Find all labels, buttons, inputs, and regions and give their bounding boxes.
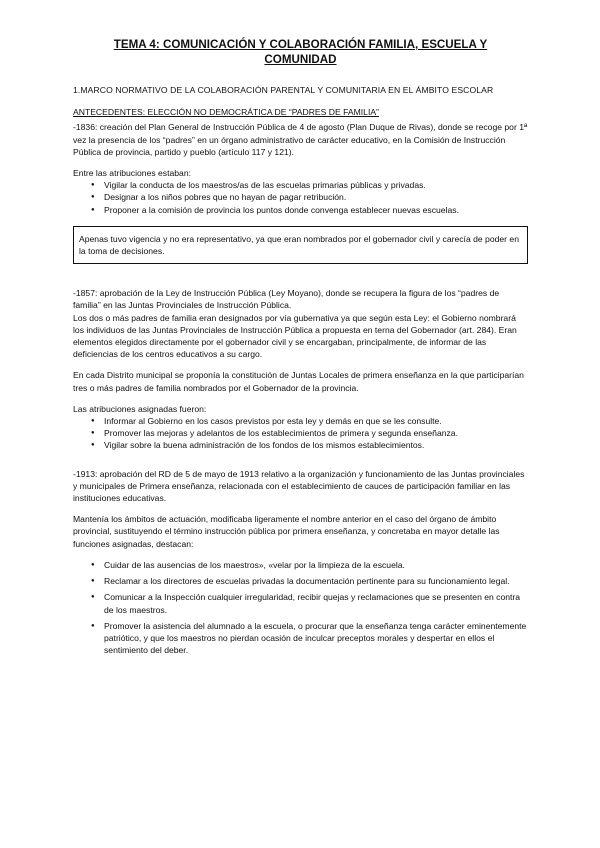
attributions-intro-1857: Las atribuciones asignadas fueron: xyxy=(73,403,207,414)
attributions-list-1913 xyxy=(73,559,528,656)
paragraph-1836: -1836: creación del Plan General de Instrucción Pública de 4 de agosto (Plan Duque de Rivas), donde se recoge por 1ª vez la presencia de los “padres” en un órgano administrativo de carácter educativo, en la Comisión de Instrucción Pública de provincia, partido y pueblo (artículo 117 y 121). xyxy=(73,122,528,157)
list-item: ● Designar a los niños pobres que no hayan de pagar retribución. xyxy=(91,191,528,203)
list-item: ● Proponer a la comisión de provincia los puntos donde convenga establecer nuevas escuelas. xyxy=(91,204,528,216)
attributions-intro-1836: Entre las atribuciones estaban: xyxy=(73,168,191,179)
attributions-list-1857 xyxy=(73,415,528,452)
paragraph-1913-detail: Mantenía los ámbitos de actuación, modificaba ligeramente el nombre anterior en el caso del órgano de ámbito provincial, sustituyendo el término instrucción pública por primera enseñanza, y concretaba en mayor detalle las funciones asignadas, destacan: xyxy=(73,514,500,549)
list-item: ● Cuidar de las ausencias de los maestros», «velar por la limpieza de la escuela. xyxy=(91,559,528,571)
paragraph-1913: -1913: aprobación del RD de 5 de mayo de 1913 relativo a la organización y funcionamiento de las Juntas provinciales y municipales de Primera enseñanza, relacionada con el establecimiento de cauces de participación familiar en las instituciones educativas. xyxy=(73,468,525,504)
paragraph-1857: -1857: aprobación de la Ley de Instrucción Pública (Ley Moyano), donde se recupera la figura de los “padres de familia” en las Juntas Provinciales de Instrucción Pública. xyxy=(73,288,500,311)
note-box: Apenas tuvo vigencia y no era representativo, ya que eran nombrados por el gobernador civil y carecía de poder en la toma de decisiones. xyxy=(73,226,528,264)
list-item: ● Comunicar a la Inspección cualquier irregularidad, recibir quejas y reclamaciones que se presenten en contra de los maestros. xyxy=(91,591,528,615)
list-item: ● Informar al Gobierno en los casos previstos por esta ley y demás en que se les consulte. xyxy=(91,415,528,427)
paragraph-1857-detail: Los dos o más padres de familia eran designados por vía gubernativa ya que según esta Ley: el Gobierno nombrará los individuos de las Juntas Provinciales de Instrucción Pública a propuesta en terna del Gobernador (art. 284). Eran elementos elegidos directamente por el gobernador civil y se encargaban, principalmente, de informar de las deficiencias de los centros educativos a su cargo. xyxy=(73,312,517,360)
list-item: ● Vigilar la conducta de los maestros/as de las escuelas primarias públicas y privadas. xyxy=(91,179,528,191)
list-item: ● Promover la asistencia del alumnado a la escuela, o procurar que la enseñanza tenga carácter eminentemente patriótico, y que los maestros no pierdan ocasión de inculcar preceptos morales y despertar en ellos el sentimiento del deber. xyxy=(91,620,528,657)
list-item: ● Vigilar sobre la buena administración de los fondos de los mismos establecimientos. xyxy=(91,439,528,451)
section-heading: 1.MARCO NORMATIVO DE LA COLABORACIÓN PARENTAL Y COMUNITARIA EN EL ÁMBITO ESCOLAR xyxy=(73,85,494,95)
sub-heading: ANTECEDENTES: ELECCIÓN NO DEMOCRÁTICA DE “PADRES DE FAMILIA” xyxy=(73,107,379,118)
list-item: ● Promover las mejoras y adelantos de los establecimientos de primera y segunda enseñanza. xyxy=(91,427,528,439)
paragraph-1857-juntas: En cada Distrito municipal se proponía la constitución de Juntas Locales de primera enseñanza en la que participarían tres o más padres de familia nombrados por el Gobernador de la provincia. xyxy=(73,370,524,393)
list-item: ● Reclamar a los directores de escuelas privadas la documentación pertinente para su funcionamiento legal. xyxy=(91,575,528,587)
page-title: TEMA 4: COMUNICACIÓN Y COLABORACIÓN FAMILIA, ESCUELA Y COMUNIDAD xyxy=(113,38,488,66)
attributions-list-1836 xyxy=(73,179,528,216)
document-page xyxy=(73,38,528,660)
